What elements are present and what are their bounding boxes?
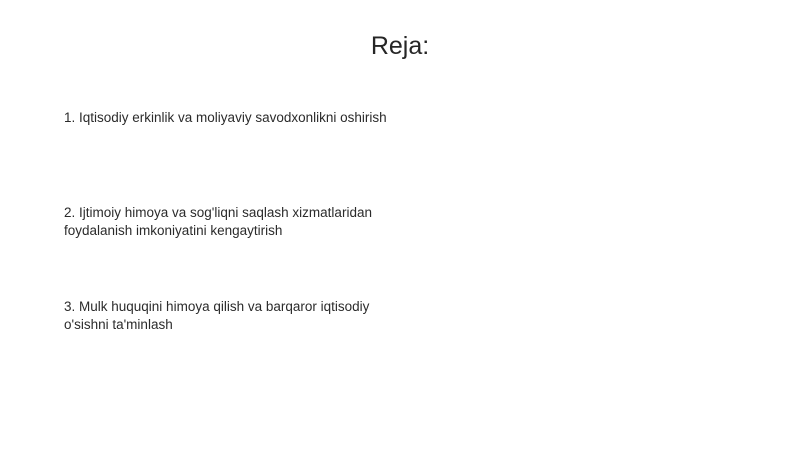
plan-item-2-line-1: 2. Ijtimoiy himoya va sog'liqni saqlash xizmatlaridan xyxy=(64,205,372,220)
plan-item-2-line-2: foydalanish imkoniyatini kengaytirish xyxy=(64,223,283,238)
slide-title: Reja: xyxy=(370,32,430,60)
plan-item-3-line-2: o'sishni ta'minlash xyxy=(64,317,173,332)
plan-item-2 xyxy=(64,204,404,240)
plan-item-3-line-1: 3. Mulk huquqini himoya qilish va barqaror iqtisodiy xyxy=(64,299,370,314)
plan-item-1 xyxy=(64,109,424,127)
plan-item-3 xyxy=(64,298,404,334)
plan-item-1-line-1: 1. Iqtisodiy erkinlik va moliyaviy savodxonlikni oshirish xyxy=(64,110,387,125)
